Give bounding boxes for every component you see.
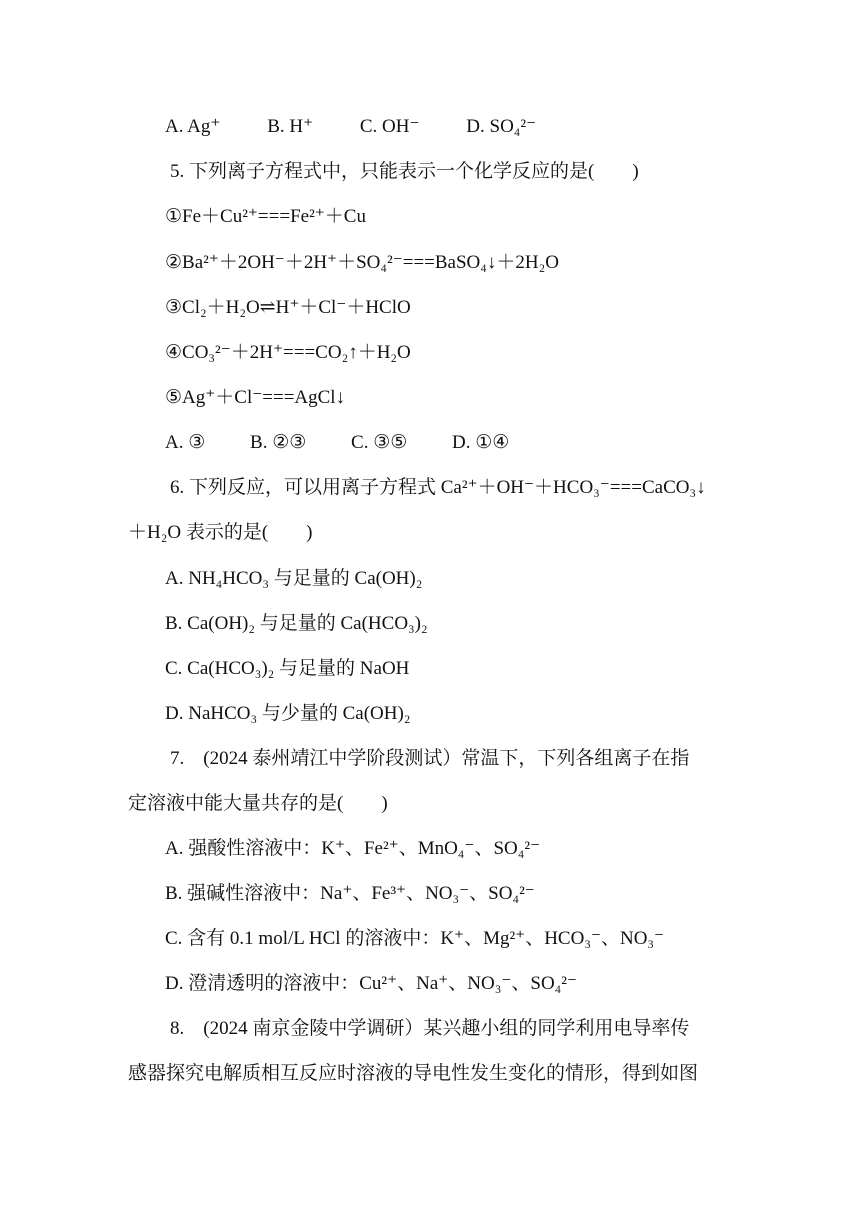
q6-option-a: A. NH₄HCO₃ 与足量的 Ca(OH)₂ bbox=[165, 568, 423, 589]
q7-stem-line1: 7. (2024 泰州靖江中学阶段测试）常温下，下列各组离子在指 bbox=[170, 748, 690, 769]
q6-option-c: C. Ca(HCO₃)₂ 与足量的 NaOH bbox=[165, 658, 410, 679]
q4-option-d: D. SO₄²⁻ bbox=[466, 116, 537, 137]
q5-option-a: A. ③ bbox=[165, 432, 206, 453]
q6-stem-line2: ＋H₂O 表示的是( ) bbox=[128, 522, 313, 543]
q5-item-4: ④CO₃²⁻＋2H⁺===CO₂↑＋H₂O bbox=[165, 342, 411, 363]
q6-option-d: D. NaHCO₃ 与少量的 Ca(OH)₂ bbox=[165, 703, 411, 724]
q5-option-b: B. ②③ bbox=[250, 432, 307, 453]
q5-item-2: ②Ba²⁺＋2OH⁻＋2H⁺＋SO₄²⁻===BaSO₄↓＋2H₂O bbox=[165, 252, 559, 273]
q4-options bbox=[165, 114, 536, 140]
q5-item-3: ③Cl₂＋H₂O⇌H⁺＋Cl⁻＋HClO bbox=[165, 297, 411, 318]
q6-option-b: B. Ca(OH)₂ 与足量的 Ca(HCO₃)₂ bbox=[165, 613, 428, 634]
q7-stem-line2: 定溶液中能大量共存的是( ) bbox=[128, 793, 388, 814]
q5-option-d: D. ①④ bbox=[452, 432, 510, 453]
q4-option-a: A. Ag⁺ bbox=[165, 116, 221, 137]
q8-stem-line2: 感器探究电解质相互反应时溶液的导电性发生变化的情形，得到如图 bbox=[128, 1063, 699, 1084]
q8-stem-line1: 8. (2024 南京金陵中学调研）某兴趣小组的同学利用电导率传 bbox=[170, 1018, 690, 1039]
q5-option-c: C. ③⑤ bbox=[351, 432, 408, 453]
q5-item-1: ①Fe＋Cu²⁺===Fe²⁺＋Cu bbox=[165, 206, 366, 227]
q6-stem-line1: 6. 下列反应，可以用离子方程式 Ca²⁺＋OH⁻＋HCO₃⁻===CaCO₃↓ bbox=[170, 477, 706, 498]
q4-option-b: B. H⁺ bbox=[267, 116, 314, 137]
q5-stem: 5. 下列离子方程式中，只能表示一个化学反应的是( ) bbox=[170, 161, 639, 182]
q4-option-c: C. OH⁻ bbox=[359, 116, 420, 137]
q5-item-5: ⑤Ag⁺＋Cl⁻===AgCl↓ bbox=[165, 387, 346, 408]
q5-options bbox=[165, 430, 509, 456]
q7-option-c: C. 含有 0.1 mol/L HCl 的溶液中：K⁺、Mg²⁺、HCO₃⁻、NO₃⁻ bbox=[165, 928, 665, 949]
q7-option-d: D. 澄清透明的溶液中：Cu²⁺、Na⁺、NO₃⁻、SO₄²⁻ bbox=[165, 973, 578, 994]
q7-option-b: B. 强碱性溶液中：Na⁺、Fe³⁺、NO₃⁻、SO₄²⁻ bbox=[165, 883, 535, 904]
q7-option-a: A. 强酸性溶液中：K⁺、Fe²⁺、MnO₄⁻、SO₄²⁻ bbox=[165, 838, 541, 859]
